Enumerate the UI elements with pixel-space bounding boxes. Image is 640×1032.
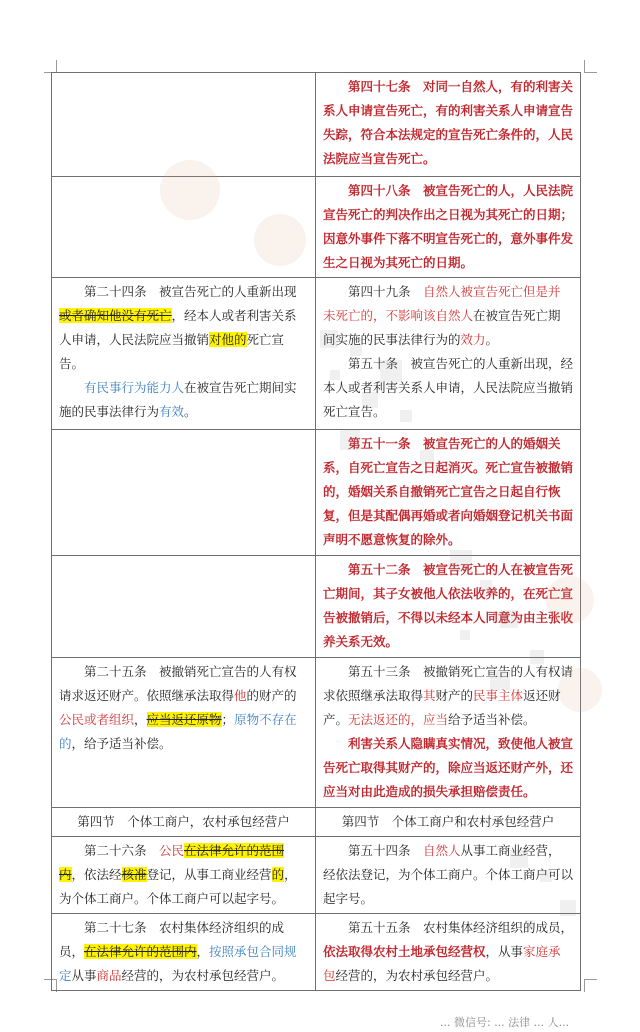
text-run: 有民事行为能力人 (84, 380, 185, 395)
text-run: 第四节 个体工商户，农村承包经营户 (77, 814, 290, 829)
new-law-cell (316, 658, 581, 808)
article-paragraph (59, 916, 308, 988)
text-run: ，依法经 (71, 867, 122, 882)
article-paragraph (323, 352, 573, 424)
text-run: 家庭承包 (323, 944, 561, 983)
article-paragraph (323, 280, 573, 352)
text-run: 公民 (159, 843, 185, 858)
text-run: 对他的 (209, 332, 247, 347)
text-run: 在法律允许的范围内 (84, 944, 197, 959)
old-law-cell (52, 278, 316, 430)
text-run: 或者确知他没有死亡 (59, 308, 172, 323)
old-law-cell (52, 556, 316, 658)
text-run: 自然人 (423, 843, 461, 858)
text-run: ，给予适当补偿。 (71, 736, 172, 751)
article-paragraph (323, 432, 573, 552)
article-paragraph (323, 75, 573, 171)
table-row (52, 556, 581, 658)
text-run: 第二十五条 被撤销死亡宣告的人有权请求返还财产。依照继承法取得 (59, 664, 297, 703)
table-row (52, 914, 581, 991)
text-run: 第二十七条 农村集体经济组织的成员， (59, 920, 285, 959)
text-run: 的财产的 (246, 688, 297, 703)
section-heading (323, 810, 573, 834)
text-run: 第四十七条 对同一自然人，有的利害关系人申请宣告死亡，有的利害关系人申请宣告失踪，符合本法规定的宣告死亡条件的，人民法院应当宣告死亡。 (323, 79, 574, 166)
old-law-cell (52, 73, 316, 177)
old-law-cell (52, 837, 316, 914)
text-run: 从事工商业经营，经依法登记，为个体工商户。个体工商户可以起字号。 (323, 843, 574, 906)
new-law-cell (316, 177, 581, 278)
text-run: 商品 (96, 968, 122, 983)
text-run: 第五十三条 被撤销死亡宣告的人有权请求依照继承法取得 (323, 664, 574, 703)
text-run: ，经本人或者利害关系人申请，人民法院应当撤销 (59, 308, 297, 347)
new-law-cell (316, 278, 581, 430)
new-law-cell (316, 914, 581, 991)
text-run: 应当返还原物 (146, 712, 222, 727)
old-law-cell (52, 430, 316, 556)
crop-mark-bottom-right (584, 979, 597, 992)
text-run: 效力 (460, 332, 486, 347)
text-run: 财产的 (435, 688, 474, 703)
table-row (52, 837, 581, 914)
new-law-cell (316, 73, 581, 177)
text-run: 公民或者组织 (59, 712, 135, 727)
table-row (52, 430, 581, 556)
table-row (52, 658, 581, 808)
article-paragraph (59, 660, 308, 756)
article-paragraph (323, 916, 573, 988)
text-run: 在被宣告死亡期间实施的民事法律行为的 (323, 308, 561, 347)
text-run: 按照承包合同规定 (59, 944, 297, 983)
new-law-cell (316, 837, 581, 914)
text-run: 核准 (121, 867, 147, 882)
text-run: 。 (485, 332, 499, 347)
text-run: ，从事 (485, 944, 524, 959)
text-run: 从事 (71, 968, 97, 983)
text-run: 的 (271, 867, 285, 882)
footer-text: ... 微信号: ... 法律 ... 人... (440, 1016, 570, 1029)
text-run: 第四十九条 (348, 284, 424, 299)
new-law-cell (316, 808, 581, 837)
text-run: 自然人被宣告死亡但是并未死亡的，不影响该自然人 (323, 284, 561, 323)
text-run: 第五十二条 被宣告死亡的人在被宣告死亡期间，其子女被他人依法收养的，在死亡宣告被撤销后，不得以未经本人同意为由主张收养关系无效。 (323, 562, 574, 649)
text-run: 在被宣告死亡期间实施的民事法律行为 (59, 380, 297, 419)
text-run: 无法返还的，应当 (348, 712, 449, 727)
old-law-cell (52, 177, 316, 278)
text-run: 经营的，为农村承包经营户。 (335, 968, 499, 983)
text-run: 第二十四条 被宣告死亡的人重新出现 (84, 284, 297, 299)
new-law-cell (316, 556, 581, 658)
text-run: 原物不存在的 (59, 712, 297, 751)
text-run: ， (196, 944, 210, 959)
text-run: 死亡宣告。 (59, 332, 285, 371)
article-paragraph (323, 839, 573, 911)
text-run: 依法取得农村土地承包经营权 (323, 944, 486, 959)
old-law-cell (52, 658, 316, 808)
text-run: 利害关系人隐瞒真实情况，致使他人被宣告死亡取得其财产的，除应当返还财产外，还应当对由此造成的损失承担赔偿责任。 (323, 736, 574, 799)
text-run: 有效 (159, 404, 185, 419)
table-row (52, 278, 581, 430)
text-run: 他 (234, 688, 247, 703)
text-run: 经营的，为农村承包经营户。 (121, 968, 285, 983)
text-run: 。 (184, 404, 197, 419)
section-heading (59, 810, 308, 834)
text-run: 第四节 个体工商户和农村承包经营户 (341, 814, 555, 829)
article-paragraph (323, 732, 573, 804)
article-paragraph (59, 839, 308, 911)
text-run: 返还财产。 (323, 688, 561, 727)
article-paragraph (323, 179, 573, 275)
new-law-cell (316, 430, 581, 556)
text-run: 第五十五条 农村集体经济组织的成员， (348, 920, 574, 935)
text-run: ； (221, 712, 235, 727)
text-run: 第五十一条 被宣告死亡的人的婚姻关系，自死亡宣告之日起消灭。死亡宣告被撤销的，婚姻关系自撤销死亡宣告之日起自行恢复，但是其配偶再婚或者向婚姻登记机关书面声明不愿意恢复的除外。 (323, 436, 574, 547)
table-row (52, 177, 581, 278)
text-run: 其 (423, 688, 436, 703)
text-run: 在法律允许的范围内 (59, 843, 285, 882)
article-paragraph (323, 660, 573, 732)
text-run: 第五十条 被宣告死亡的人重新出现，经本人或者利害关系人申请，人民法院应当撤销死亡宣告。 (323, 356, 574, 419)
table-row (52, 73, 581, 177)
article-paragraph (323, 558, 573, 654)
old-law-cell (52, 914, 316, 991)
text-run: 第二十六条 (84, 843, 160, 858)
text-run: 民事主体 (473, 688, 524, 703)
comparison-table (51, 72, 581, 991)
table-row (52, 808, 581, 837)
text-run: 第五十四条 (348, 843, 424, 858)
text-run: 登记，从事工商业经营 (146, 867, 272, 882)
old-law-cell (52, 808, 316, 837)
text-run: ， (134, 712, 147, 727)
article-paragraph (59, 280, 308, 376)
comparison-table-body (52, 73, 581, 991)
article-paragraph (59, 376, 308, 424)
crop-mark-top-right (584, 60, 597, 73)
text-run: 第四十八条 被宣告死亡的人，人民法院宣告死亡的判决作出之日视为其死亡的日期；因意外事件下落不明宣告死亡的，意外事件发生之日视为其死亡的日期。 (323, 183, 574, 270)
text-run: ，为个体工商户。个体工商户可以起字号。 (59, 867, 297, 906)
text-run: 给予适当补偿。 (448, 712, 536, 727)
